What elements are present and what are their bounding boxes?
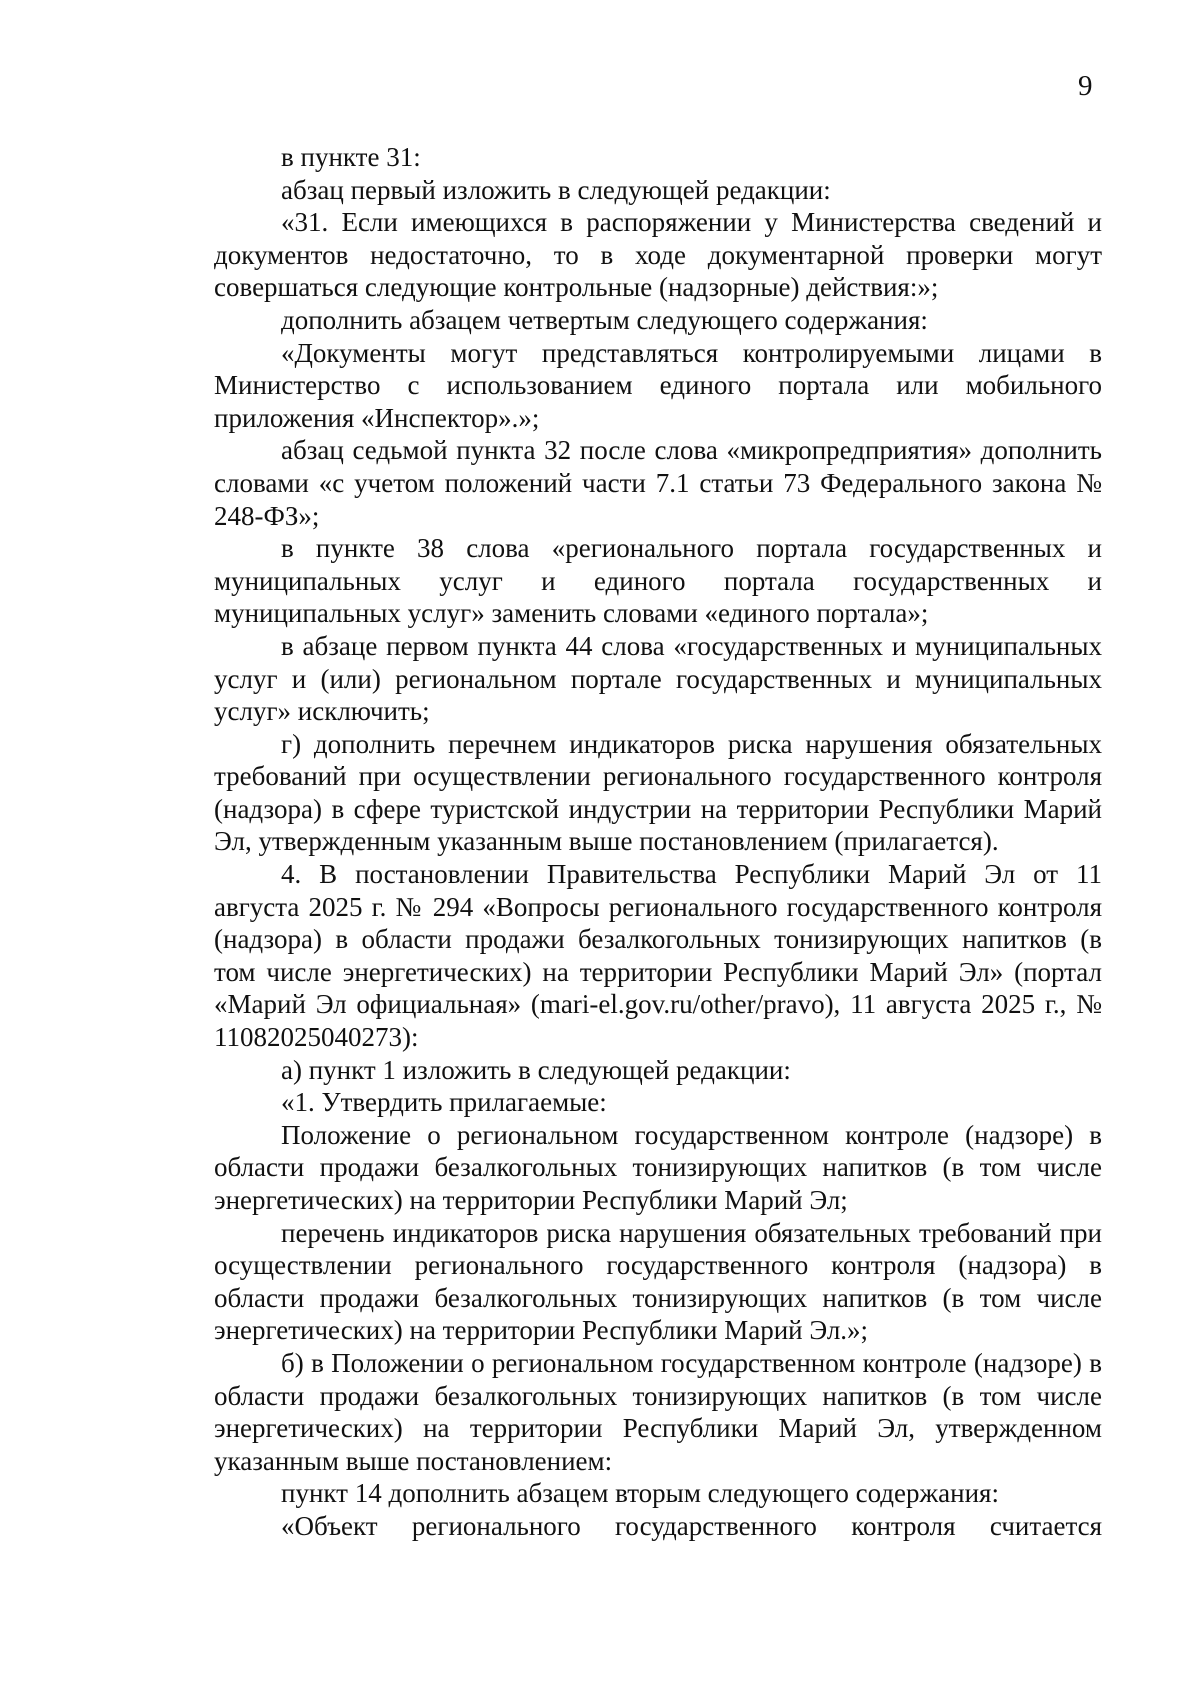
paragraph: «1. Утвердить прилагаемые: xyxy=(281,1087,607,1118)
paragraph: «Объект регионального государственного контроля считается xyxy=(281,1510,1102,1541)
paragraph: абзац седьмой пункта 32 после слова «микропредприятия» дополнить словами «с учетом положений части 7.1 статьи 73 Федерального закона № 248-ФЗ»; xyxy=(214,435,1102,531)
page-number: 9 xyxy=(1078,70,1093,102)
paragraph: в пункте 38 слова «регионального портала государственных и муниципальных услуг и единого портала государственных и муниципальных услуг» заменить словами «единого портала»; xyxy=(214,533,1102,629)
paragraph: в пункте 31: xyxy=(281,142,421,172)
paragraph: г) дополнить перечнем индикаторов риска нарушения обязательных требований при осуществлении регионального государственного контроля (надзора) в сфере туристской индустрии на территории Республики Марий Эл, утвержденным указанным выше постановлением (прилагается). xyxy=(214,728,1102,857)
paragraph: б) в Положении о региональном государственном контроле (надзоре) в области продажи безалкогольных тонизирующих напитков (в том числе энергетических) на территории Республики Марий Эл, утвержденном указанным выше постановлением: xyxy=(214,1347,1102,1476)
paragraph: «Документы могут представляться контролируемыми лицами в Министерство с использованием единого портала или мобильного приложения «Инспектор».»; xyxy=(214,337,1102,433)
paragraph: 4. В постановлении Правительства Республики Марий Эл от 11 августа 2025 г. № 294 «Вопросы регионального государственного контроля (надзора) в области продажи безалкогольных тонизирующих напитков (в том числе энергетических) на территории Республики Марий Эл» (портал «Марий Эл официальная» (mari-el.gov.ru/other/pravo), 11 августа 2025 г., № 11082025040273): xyxy=(214,859,1102,1053)
paragraph: а) пункт 1 изложить в следующей редакции: xyxy=(281,1054,791,1085)
paragraph: перечень индикаторов риска нарушения обязательных требований при осуществлении регионального государственного контроля (надзора) в области продажи безалкогольных тонизирующих напитков (в том числе энергетических) на территории Республики Марий Эл.»; xyxy=(214,1217,1102,1346)
paragraph: дополнить абзацем четвертым следующего содержания: xyxy=(281,304,928,335)
paragraph: Положение о региональном государственном контроле (надзоре) в области продажи безалкогольных тонизирующих напитков (в том числе энергетических) на территории Республики Марий Эл; xyxy=(214,1119,1102,1215)
document-body xyxy=(214,141,1102,1543)
paragraph: в абзаце первом пункта 44 слова «государственных и муниципальных услуг и (или) региональном портале государственных и муниципальных услуг» исключить; xyxy=(214,630,1102,727)
paragraph: абзац первый изложить в следующей редакции: xyxy=(281,174,831,205)
paragraph: «31. Если имеющихся в распоряжении у Министерства сведений и документов недостаточно, то в ходе документарной проверки могут совершаться следующие контрольные (надзорные) действия:»; xyxy=(214,207,1102,303)
paragraph: пункт 14 дополнить абзацем вторым следующего содержания: xyxy=(281,1478,999,1509)
